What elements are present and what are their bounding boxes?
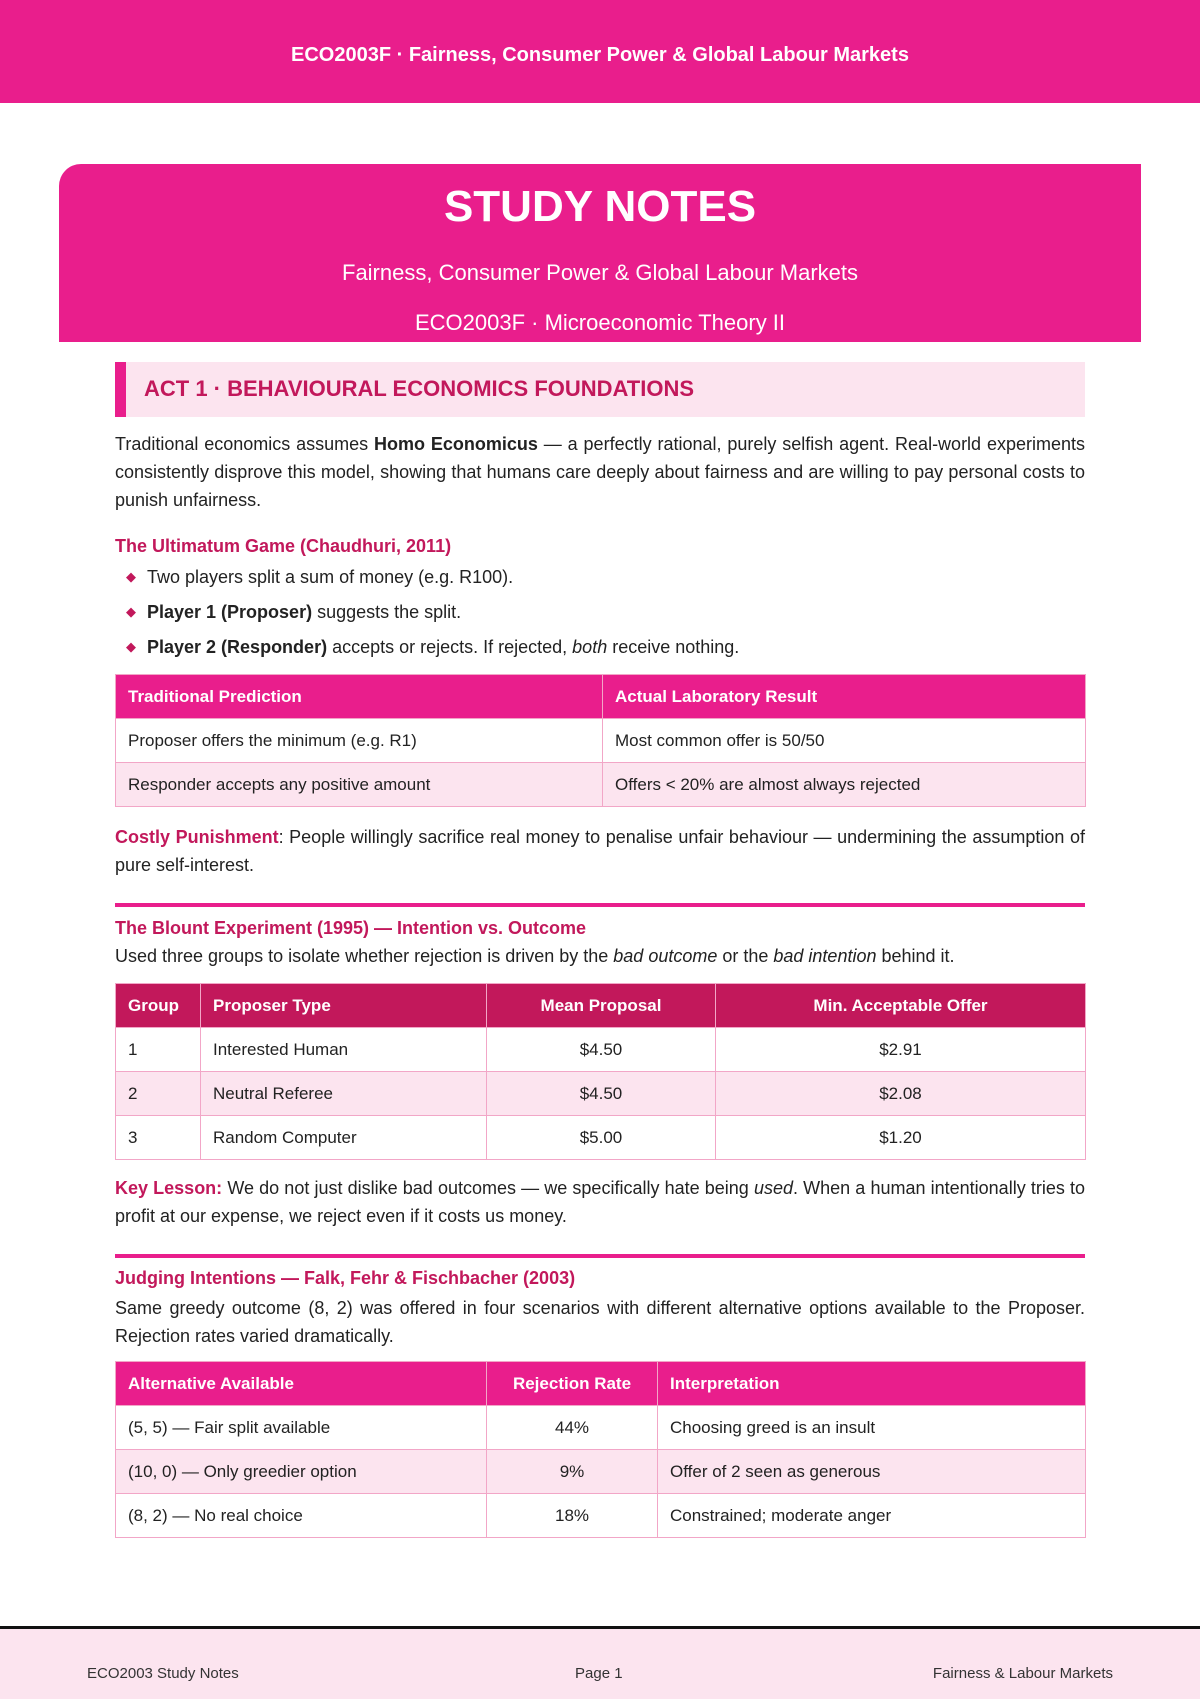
table-cell: Offer of 2 seen as generous: [658, 1450, 1086, 1494]
title-banner: [59, 164, 1141, 342]
table-cell: Random Computer: [201, 1116, 487, 1160]
table-row: [116, 763, 1086, 807]
blount-table: [115, 983, 1086, 1160]
table-cell: Interested Human: [201, 1028, 487, 1072]
table-cell: 1: [116, 1028, 201, 1072]
diamond-bullet-icon: ◆: [126, 569, 136, 584]
table-cell: (10, 0) — Only greedier option: [116, 1450, 487, 1494]
column-header: Rejection Rate: [487, 1362, 658, 1406]
section-title: ACT 1 · BEHAVIOURAL ECONOMICS FOUNDATIONS: [144, 376, 695, 401]
table-cell: 9%: [487, 1450, 658, 1494]
table-row: [116, 1072, 1086, 1116]
table-cell: 2: [116, 1072, 201, 1116]
bullet-text: Player 2 (Responder) accepts or rejects. If rejected, both receive nothing.: [147, 637, 740, 657]
ultimatum-heading: The Ultimatum Game (Chaudhuri, 2011): [115, 536, 452, 556]
table-cell: (5, 5) — Fair split available: [116, 1406, 487, 1450]
table-header-row: [116, 675, 1086, 719]
footer-left: ECO2003 Study Notes: [87, 1665, 239, 1682]
table-header-row: [116, 1362, 1086, 1406]
table-cell: Offers < 20% are almost always rejected: [603, 763, 1086, 807]
section-banner-act1: [115, 362, 1085, 417]
table-row: [116, 1406, 1086, 1450]
page-number: Page 1: [575, 1665, 623, 1682]
table-row: [116, 1450, 1086, 1494]
diamond-bullet-icon: ◆: [126, 639, 136, 654]
table-cell: $1.20: [716, 1116, 1086, 1160]
bullet-text: Player 1 (Proposer) suggests the split.: [147, 602, 462, 622]
column-header: Traditional Prediction: [116, 675, 603, 719]
table-cell: Choosing greed is an insult: [658, 1406, 1086, 1450]
intro-text-rest: — a perfectly rational, purely selfish agent. Real-world experiments consistently disprove this model, showing that humans care deeply about fairness and are willing to pay personal costs to punish unfairness.: [115, 434, 1085, 510]
column-header: Actual Laboratory Result: [603, 675, 1086, 719]
table-row: [116, 1116, 1086, 1160]
bullet-text: Two players split a sum of money (e.g. R100).: [147, 567, 514, 587]
table-cell: 44%: [487, 1406, 658, 1450]
list-item: [115, 563, 1085, 598]
table-cell: Most common offer is 50/50: [603, 719, 1086, 763]
table-cell: (8, 2) — No real choice: [116, 1494, 487, 1538]
table-cell: $2.91: [716, 1028, 1086, 1072]
key-lesson-label: Key Lesson:: [115, 1178, 223, 1198]
table-cell: Proposer offers the minimum (e.g. R1): [116, 719, 603, 763]
intro-bold: Homo Economicus: [374, 434, 538, 454]
table-cell: 3: [116, 1116, 201, 1160]
column-header: Proposer Type: [201, 984, 487, 1028]
page-header: [0, 0, 1200, 103]
document-subtitle: Fairness, Consumer Power & Global Labour Markets: [342, 260, 858, 285]
table-cell: Responder accepts any positive amount: [116, 763, 603, 807]
section-divider: [115, 903, 1085, 907]
list-item: [115, 598, 1085, 633]
page-footer: [0, 1626, 1200, 1699]
table-cell: $4.50: [487, 1028, 716, 1072]
table-cell: $2.08: [716, 1072, 1086, 1116]
column-header: Interpretation: [658, 1362, 1086, 1406]
falk-description: Same greedy outcome (8, 2) was offered in four scenarios with different alternative options available to the Proposer. Rejection rates varied dramatically.: [115, 1298, 1085, 1346]
list-item: [115, 633, 1085, 668]
header-title: ECO2003F · Fairness, Consumer Power & Global Labour Markets: [291, 44, 909, 66]
table-cell: $4.50: [487, 1072, 716, 1116]
column-header: Min. Acceptable Offer: [716, 984, 1086, 1028]
costly-punishment-label: Costly Punishment: [115, 827, 279, 847]
blount-description: Used three groups to isolate whether rejection is driven by the bad outcome or the bad intention behind it.: [115, 946, 955, 966]
section-accent-bar: [115, 362, 126, 417]
falk-table: [115, 1361, 1086, 1538]
blount-heading: The Blount Experiment (1995) — Intention vs. Outcome: [115, 918, 587, 938]
course-name: ECO2003F · Microeconomic Theory II: [414, 310, 786, 335]
table-cell: 18%: [487, 1494, 658, 1538]
table-cell: $5.00: [487, 1116, 716, 1160]
costly-punishment-paragraph: [115, 823, 1085, 879]
document-title: STUDY NOTES: [443, 182, 757, 231]
key-lesson-paragraph: Key Lesson: We do not just dislike bad outcomes — we specifically hate being used. When a human intentionally tries to profit at our expense, we reject even if it costs us money.: [115, 1178, 1085, 1226]
table-header-row: [116, 984, 1086, 1028]
intro-text: Traditional economics assumes: [115, 434, 375, 454]
costly-punishment-text: : People willingly sacrifice real money to penalise unfair behaviour — undermining the assumption of pure self-interest.: [115, 827, 1085, 875]
diamond-bullet-icon: ◆: [126, 604, 136, 619]
section-divider: [115, 1254, 1085, 1258]
table-row: [116, 1028, 1086, 1072]
table-row: [116, 719, 1086, 763]
intro-paragraph: [115, 430, 1085, 514]
ultimatum-table: [115, 674, 1086, 807]
column-header: Mean Proposal: [487, 984, 716, 1028]
table-cell: Neutral Referee: [201, 1072, 487, 1116]
column-header: Group: [116, 984, 201, 1028]
column-header: Alternative Available: [116, 1362, 487, 1406]
ultimatum-bullet-list: [115, 563, 1085, 668]
falk-heading: Judging Intentions — Falk, Fehr & Fischbacher (2003): [115, 1268, 576, 1288]
footer-right: Fairness & Labour Markets: [932, 1665, 1113, 1682]
table-cell: Constrained; moderate anger: [658, 1494, 1086, 1538]
table-row: [116, 1494, 1086, 1538]
